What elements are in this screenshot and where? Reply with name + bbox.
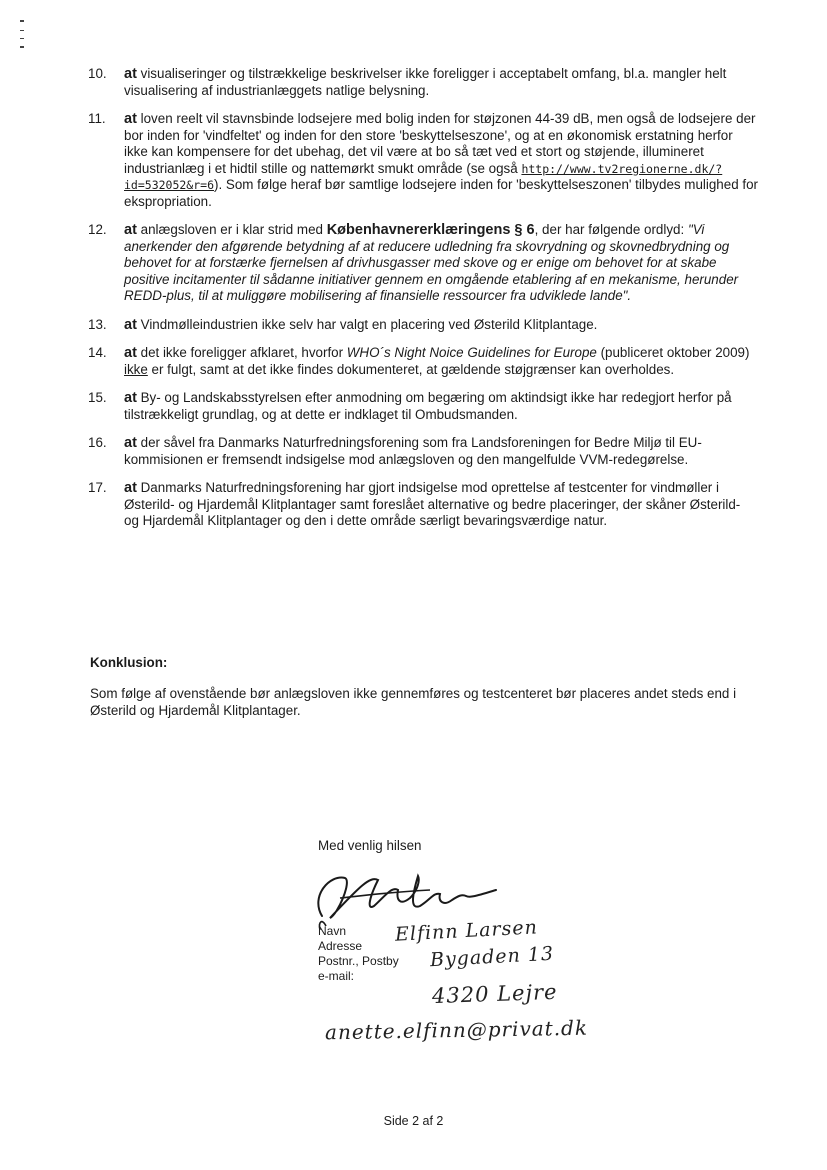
text-segment: det ikke foreligger afklaret, hvorfor (136, 345, 347, 360)
closing-greeting: Med venlig hilsen (318, 838, 422, 853)
address-label: Adresse (318, 939, 363, 953)
text-segment: (publiceret oktober 2009) (596, 345, 750, 360)
item-number: 11. (88, 111, 106, 126)
list-item (88, 345, 758, 378)
list-item (88, 222, 758, 305)
list-item (88, 66, 758, 99)
item-text (124, 435, 758, 468)
reference-link[interactable]: http://www.tv2regionerne.dk/?id=532052&r=6 (124, 161, 723, 192)
contact-fields (318, 924, 399, 984)
postal-label: Postnr., Postby (318, 954, 399, 968)
item-text (124, 111, 758, 210)
quoted-text: "Vi anerkender den afgørende betydning af at reducere udledning fra skovrydning og skovnedbrydning og behovet for at forstærke fjernelsen af drivhusgasser med skove og er enige om behovet for at skabe positive incitamenter til sådanne initiativer gennem en omgående etablering af en mekanisme, herunder REDD-plus, til at muliggøre mobilisering af finansielle ressourcer fra udviklede lande". (124, 222, 739, 303)
text-segment: anlægsloven er i klar strid med (136, 222, 327, 237)
handwritten-email: anette.elfinn@privat.dk (324, 1015, 589, 1045)
text-segment: er fulgt, samt at det ikke findes dokumenteret, at gældende støjgrænser kan overholdes. (147, 361, 675, 377)
at-keyword: at (124, 345, 137, 361)
at-keyword: at (124, 435, 137, 451)
list-item (88, 480, 758, 530)
at-keyword: at (124, 316, 137, 333)
text-segment: By- og Landskabsstyrelsen efter anmodning om begæring om aktindsigt ikke har redegjort herfor på tilstrækkeligt grundlag, og at dette er indklaget til Ombudsmanden. (124, 390, 732, 422)
name-label: Navn (318, 924, 347, 938)
text-segment: Danmarks Naturfredningsforening har gjort indsigelse mod oprettelse af testcenter for vindmøller i Østerild- og Hjardemål Klitplantager samt foreslået alternative og bedre placeringer, der skåner Østerild- og Hjardemål Klitplantager og den i dette område særligt bevaringsværdige natur. (124, 480, 741, 528)
declaration-reference: Københavnererklæringens § 6 (326, 222, 535, 238)
at-keyword: at (124, 390, 137, 406)
scan-marks (20, 20, 26, 54)
item-text (124, 480, 758, 530)
item-text (124, 222, 758, 305)
item-text (124, 345, 758, 378)
guideline-title: WHO´s Night Noice Guidelines for Europe (346, 345, 597, 360)
item-number: 10. (88, 66, 107, 81)
text-segment: Vindmølleindustrien ikke selv har valgt en placering ved Østerild Klitplantage. (136, 316, 598, 332)
text-segment: visualiseringer og tilstrækkelige beskrivelser ikke foreligger i acceptabelt omfang, bl.a. mangler helt visualisering af industrianlæggets natlige belysning. (124, 66, 727, 98)
item-number: 16. (88, 435, 107, 450)
item-text (124, 390, 758, 423)
item-text (124, 317, 758, 334)
list-item (88, 435, 758, 468)
item-number: 15. (88, 390, 107, 405)
item-number: 13. (88, 316, 107, 332)
handwritten-city: 4320 Lejre (431, 979, 558, 1009)
at-keyword: at (124, 66, 137, 82)
item-number: 12. (88, 222, 107, 237)
at-keyword: at (124, 480, 137, 496)
at-keyword: at (124, 222, 137, 238)
item-number: 17. (88, 480, 107, 495)
page-footer: Side 2 af 2 (383, 1114, 444, 1128)
handwritten-name: Elfinn Larsen (394, 916, 539, 946)
conclusion-section (90, 654, 750, 719)
conclusion-heading: Konklusion: (90, 655, 168, 670)
list-item (88, 317, 758, 334)
email-label: e-mail: (318, 969, 355, 983)
text-segment: loven reelt vil stavnsbinde lodsejere med bolig inden for støjzonen 44-39 dB, men også de lodsejere der bor inden for 'vindfeltet' og inden for den store 'beskyttelseszone', og at en økonomisk erstatning herfor ikke kan kompensere for det ubehag, det vil være at bo så tæt ved et stort og støjende, illumineret industrianlæg i et hidtil stille og nattemørkt smukt område (se også (124, 111, 756, 176)
handwritten-street: Bygaden 13 (429, 942, 555, 972)
text-segment: der såvel fra Danmarks Naturfredningsforening som fra Landsforeningen for Bedre Miljø til EU-kommisionen er fremsendt indsigelse mod anlægsloven og den mangelfulde VVM-redegørelse. (124, 435, 702, 467)
list-item (88, 390, 758, 423)
emphasis-text: ikke (124, 361, 148, 377)
text-segment: ). Som følge heraf bør samtlige lodsejere inden for 'beskyttelseszonen' tilbydes mulighed for ekspropriation. (124, 177, 758, 209)
item-text (124, 66, 758, 99)
text-segment: , der har følgende ordlyd: (534, 222, 688, 237)
item-number: 14. (88, 345, 107, 360)
at-keyword: at (124, 111, 137, 127)
objection-list (88, 66, 758, 542)
conclusion-text: Som følge af ovenstående bør anlægsloven ikke gennemføres og testcenteret bør placeres andet steds end i Østerild og Hjardemål Klitplantager. (90, 686, 737, 718)
list-item (88, 111, 758, 210)
